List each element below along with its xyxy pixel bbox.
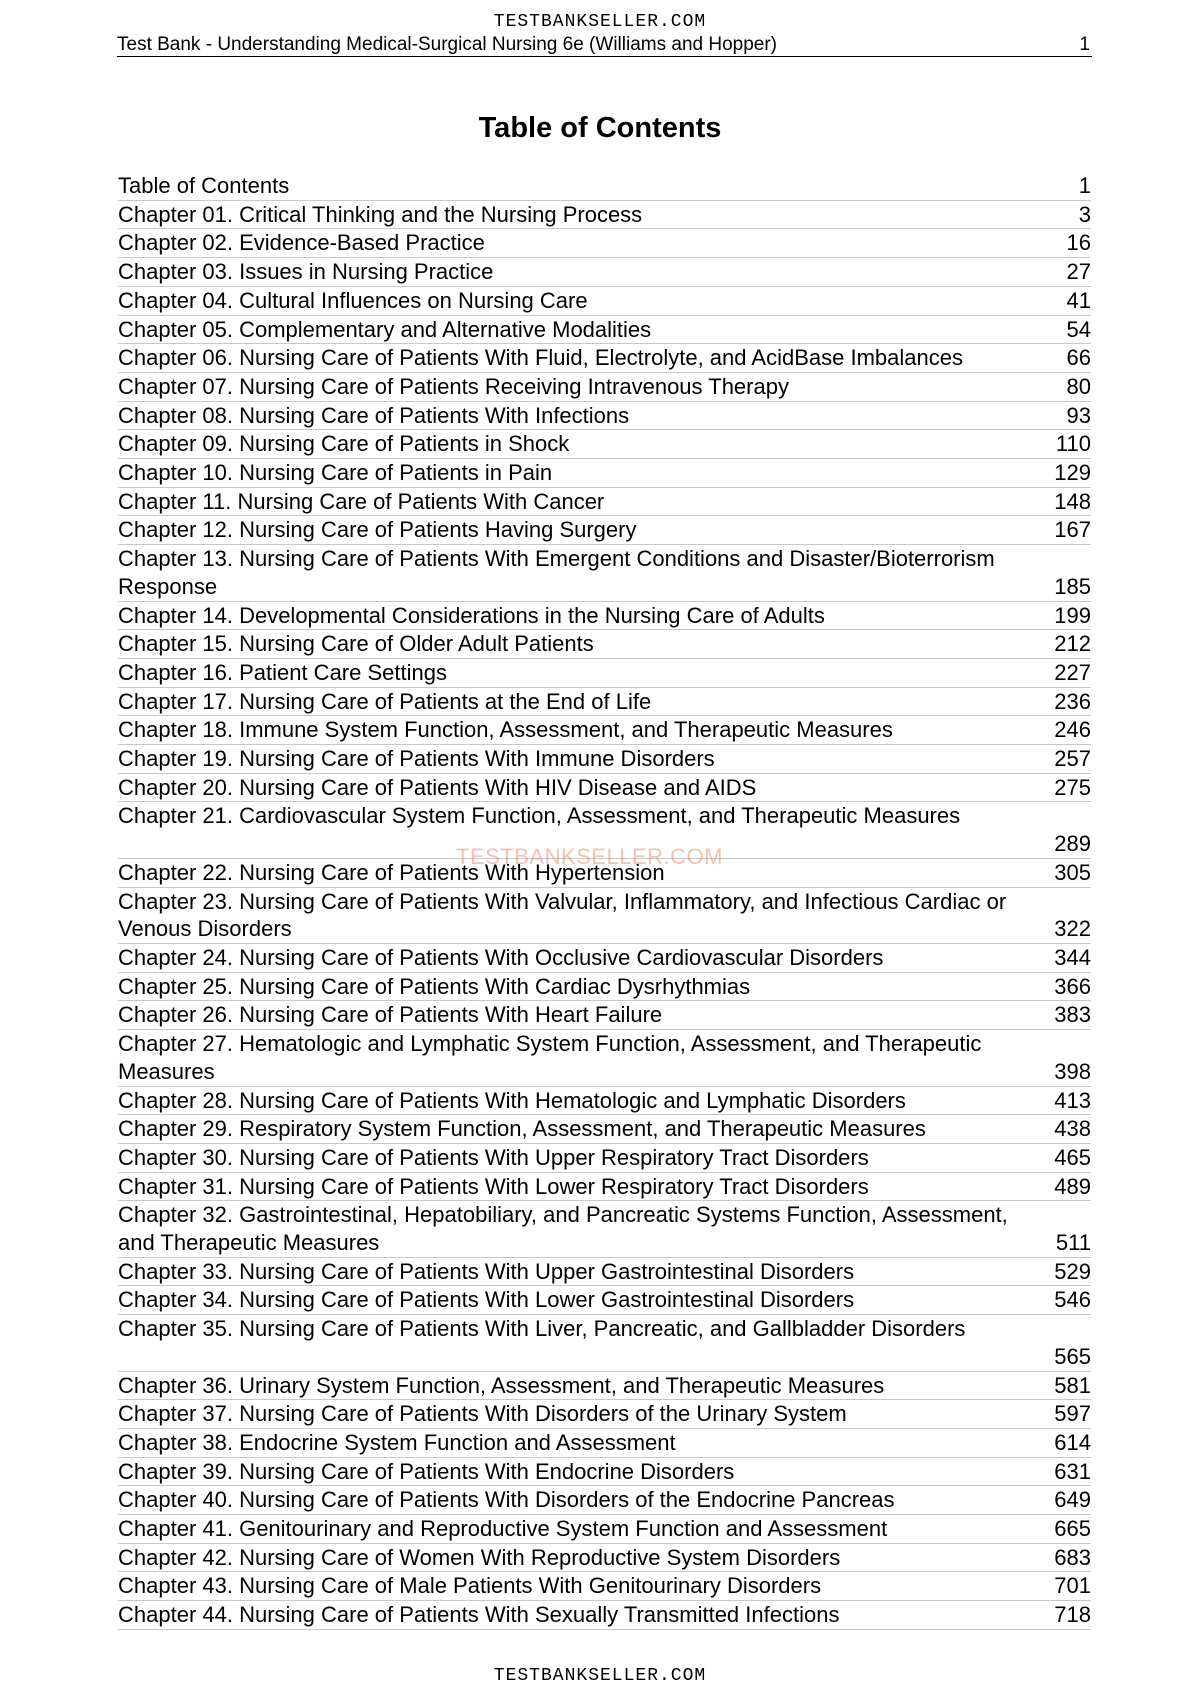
toc-entry[interactable]	[118, 1087, 1091, 1116]
toc-entry-page-number: 366	[1054, 973, 1091, 999]
toc-entry-label: Chapter 16. Patient Care Settings	[118, 659, 447, 685]
toc-entry-label: Chapter 37. Nursing Care of Patients With Disorders of the Urinary System	[118, 1401, 847, 1427]
toc-entry[interactable]	[118, 1286, 1091, 1315]
toc-entry-page-number: 581	[1054, 1372, 1091, 1398]
toc-entry-label: Chapter 02. Evidence-Based Practice	[118, 230, 485, 256]
running-header	[117, 34, 1092, 57]
watermark-top: TESTBANKSELLER.COM	[493, 12, 707, 32]
toc-entry[interactable]	[118, 944, 1091, 973]
toc-entry[interactable]	[118, 1201, 1091, 1257]
toc-entry-page-number: 489	[1054, 1173, 1091, 1199]
toc-entry-label: Chapter 03. Issues in Nursing Practice	[118, 259, 494, 285]
toc-entry-page-number: 199	[1054, 602, 1091, 628]
toc-entry-page-number: 465	[1054, 1144, 1091, 1170]
toc-entry[interactable]	[118, 488, 1091, 517]
toc-entry-label: Chapter 15. Nursing Care of Older Adult Patients	[118, 631, 594, 657]
toc-entry[interactable]	[118, 1544, 1091, 1573]
toc-entry-page-number: 227	[1054, 659, 1091, 685]
toc-entry[interactable]	[118, 602, 1091, 631]
toc-entry[interactable]	[118, 1458, 1091, 1487]
toc-entry-label: Chapter 30. Nursing Care of Patients With Upper Respiratory Tract Disorders	[118, 1144, 869, 1170]
toc-entry-label: Chapter 26. Nursing Care of Patients With Heart Failure	[118, 1002, 663, 1028]
toc-entry-page-number: 322	[1054, 916, 1091, 942]
toc-entry[interactable]	[118, 716, 1091, 745]
toc-entry-label: Chapter 06. Nursing Care of Patients With Fluid, Electrolyte, and AcidBase Imbalances	[118, 345, 963, 371]
toc-entry-page-number: 546	[1054, 1287, 1091, 1313]
toc-entry-label: Chapter 08. Nursing Care of Patients With Infections	[118, 402, 630, 428]
toc-entry-label: Chapter 25. Nursing Care of Patients With Cardiac Dysrhythmias	[118, 973, 751, 999]
toc-entry[interactable]	[118, 1030, 1091, 1086]
running-header-title: Test Bank - Understanding Medical-Surgical Nursing 6e (Williams and Hopper)	[117, 34, 777, 55]
toc-entry-page-number: 275	[1054, 774, 1091, 800]
toc-entry-page-number: 383	[1054, 1002, 1091, 1028]
toc-entry[interactable]	[118, 1144, 1091, 1173]
toc-entry-page-number: 212	[1054, 631, 1091, 657]
toc-entry[interactable]	[118, 1429, 1091, 1458]
toc-entry-page-number: 246	[1054, 717, 1091, 743]
toc-entry-label: Chapter 10. Nursing Care of Patients in Pain	[118, 460, 553, 486]
toc-entry[interactable]	[118, 1486, 1091, 1515]
toc-entry-label: Chapter 24. Nursing Care of Patients With Occlusive Cardiovascular Disorders	[118, 944, 884, 970]
toc-entry-page-number: 16	[1066, 230, 1091, 256]
toc-entry-label: Chapter 33. Nursing Care of Patients With Upper Gastrointestinal Disorders	[118, 1258, 855, 1284]
toc-entry-page-number: 66	[1066, 345, 1091, 371]
toc-entry-page-number: 683	[1054, 1544, 1091, 1570]
toc-entry-label: Chapter 29. Respiratory System Function, Assessment, and Therapeutic Measures	[118, 1116, 926, 1142]
toc-entry-label: Chapter 07. Nursing Care of Patients Receiving Intravenous Therapy	[118, 373, 789, 399]
toc-entry[interactable]	[118, 1315, 1091, 1371]
toc-entry[interactable]	[118, 1572, 1091, 1601]
page-title: Table of Contents	[478, 112, 722, 144]
toc-entry[interactable]	[118, 258, 1091, 287]
toc-entry[interactable]	[118, 630, 1091, 659]
toc-entry[interactable]	[118, 373, 1091, 402]
toc-entry-page-number: 3	[1078, 201, 1091, 227]
toc-entry-label-continued: Measures	[118, 1058, 215, 1084]
toc-entry[interactable]	[118, 459, 1091, 488]
watermark-mid: TESTBANKSELLER.COM	[456, 844, 723, 869]
toc-entry[interactable]	[118, 287, 1091, 316]
toc-entry-label: Chapter 17. Nursing Care of Patients at the End of Life	[118, 688, 652, 714]
toc-entry-label: Chapter 21. Cardiovascular System Function, Assessment, and Therapeutic Measures	[118, 803, 961, 829]
toc-entry-page-number: 614	[1054, 1429, 1091, 1455]
toc-entry[interactable]	[118, 1601, 1091, 1630]
toc-entry[interactable]	[118, 1001, 1091, 1030]
toc-entry-label: Chapter 19. Nursing Care of Patients With Immune Disorders	[118, 746, 715, 772]
toc-entry-page-number: 413	[1054, 1087, 1091, 1113]
toc-entry-label: Chapter 28. Nursing Care of Patients With Hematologic and Lymphatic Disorders	[118, 1087, 906, 1113]
toc-entry-label-continued: Venous Disorders	[118, 916, 292, 942]
toc-entry-page-number: 1	[1078, 173, 1091, 198]
toc-entry-label: Chapter 04. Cultural Influences on Nursing Care	[118, 287, 588, 313]
toc-entry-label: Chapter 41. Genitourinary and Reproductive System Function and Assessment	[118, 1516, 888, 1542]
toc-entry-label: Chapter 01. Critical Thinking and the Nursing Process	[118, 201, 643, 227]
toc-entry-label: Chapter 22. Nursing Care of Patients With Hypertension	[118, 859, 665, 885]
toc-entry-label: Chapter 35. Nursing Care of Patients With Liver, Pancreatic, and Gallbladder Disorders	[118, 1316, 966, 1342]
toc-entry[interactable]	[118, 1173, 1091, 1202]
toc-entry-page-number: 148	[1054, 488, 1091, 514]
toc-entry-label: Chapter 12. Nursing Care of Patients Having Surgery	[118, 517, 637, 543]
toc-entry-label: Chapter 39. Nursing Care of Patients With Endocrine Disorders	[118, 1458, 735, 1484]
toc-entry-page-number: 665	[1054, 1516, 1091, 1542]
toc-entry-page-number: 718	[1054, 1602, 1091, 1628]
toc-entry-page-number: 597	[1054, 1401, 1091, 1427]
toc-entry-page-number: 129	[1054, 460, 1091, 486]
toc-entry-page-number: 344	[1054, 944, 1091, 970]
toc-entry-page-number: 110	[1055, 431, 1091, 457]
toc-entry-label: Chapter 27. Hematologic and Lymphatic System Function, Assessment, and Therapeutic	[118, 1031, 982, 1057]
toc-entry[interactable]	[118, 172, 1091, 201]
toc-entry-label: Chapter 32. Gastrointestinal, Hepatobiliary, and Pancreatic Systems Function, Assessment,	[118, 1202, 1008, 1228]
toc-entry[interactable]	[118, 888, 1091, 944]
toc-entry-label: Chapter 34. Nursing Care of Patients With Lower Gastrointestinal Disorders	[118, 1287, 855, 1313]
toc-entry-label: Chapter 31. Nursing Care of Patients With Lower Respiratory Tract Disorders	[118, 1173, 869, 1199]
toc-entry[interactable]	[118, 316, 1091, 345]
toc-entry[interactable]	[118, 774, 1091, 803]
toc-entry[interactable]	[118, 516, 1091, 545]
toc-entry-page-number: 257	[1054, 746, 1091, 772]
toc-entry-page-number: 438	[1054, 1116, 1091, 1142]
toc-entry-label: Table of Contents	[118, 173, 290, 198]
toc-entry[interactable]	[118, 1372, 1091, 1401]
toc-entry-label: Chapter 36. Urinary System Function, Assessment, and Therapeutic Measures	[118, 1372, 885, 1398]
toc-entry-label: Chapter 13. Nursing Care of Patients With Emergent Conditions and Disaster/Bioterrorism	[118, 546, 995, 572]
toc-entry[interactable]	[118, 688, 1091, 717]
toc-entry-label: Chapter 40. Nursing Care of Patients With Disorders of the Endocrine Pancreas	[118, 1487, 895, 1513]
toc-entry-label: Chapter 20. Nursing Care of Patients With HIV Disease and AIDS	[118, 774, 757, 800]
toc-entry-page-number: 701	[1054, 1573, 1091, 1599]
watermark-bottom: TESTBANKSELLER.COM	[493, 1666, 707, 1686]
toc-entry-page-number: 167	[1054, 517, 1091, 543]
toc-entry-page-number: 54	[1066, 316, 1091, 342]
toc-entry-label: Chapter 44. Nursing Care of Patients With Sexually Transmitted Infections	[118, 1602, 840, 1628]
toc-entry-page-number: 289	[1054, 831, 1091, 857]
toc-entry[interactable]	[118, 745, 1091, 774]
toc-entry[interactable]	[118, 1115, 1091, 1144]
toc-entry-page-number: 565	[1054, 1343, 1091, 1369]
toc-entry-page-number: 236	[1054, 688, 1091, 714]
toc-entry[interactable]	[118, 1400, 1091, 1429]
toc-entry-page-number: 93	[1066, 402, 1091, 428]
toc-entry[interactable]	[118, 1515, 1091, 1544]
toc-entry-label: Chapter 43. Nursing Care of Male Patients With Genitourinary Disorders	[118, 1573, 822, 1599]
toc-entry-label: Chapter 05. Complementary and Alternative Modalities	[118, 316, 652, 342]
toc-entry[interactable]	[118, 402, 1091, 431]
toc-entry[interactable]	[118, 659, 1091, 688]
toc-entry-page-number: 185	[1054, 573, 1091, 599]
toc-entry[interactable]	[118, 1258, 1091, 1287]
toc-entry[interactable]	[118, 344, 1091, 373]
toc-entry-label: Chapter 18. Immune System Function, Assessment, and Therapeutic Measures	[118, 717, 893, 743]
toc-entry-label: Chapter 42. Nursing Care of Women With Reproductive System Disorders	[118, 1544, 841, 1570]
toc-entry-label: Chapter 14. Developmental Considerations in the Nursing Care of Adults	[118, 602, 825, 628]
toc-entry-page-number: 305	[1054, 859, 1091, 885]
toc-entry[interactable]	[118, 430, 1091, 459]
toc-entry[interactable]	[118, 229, 1091, 258]
toc-entry-label: Chapter 11. Nursing Care of Patients With Cancer	[118, 488, 605, 514]
toc-entry-page-number: 80	[1066, 373, 1091, 399]
toc-entry-label: Chapter 23. Nursing Care of Patients With Valvular, Inflammatory, and Infectious Cardiac or	[118, 888, 1007, 914]
toc-entry-label-continued: Response	[118, 573, 218, 599]
toc-entry-page-number: 27	[1066, 259, 1091, 285]
toc-entry-label: Chapter 38. Endocrine System Function and Assessment	[118, 1429, 676, 1455]
toc-entry[interactable]	[118, 545, 1091, 601]
toc-entry[interactable]	[118, 201, 1091, 230]
toc-entry-page-number: 398	[1054, 1058, 1091, 1084]
toc-entry-page-number: 631	[1054, 1458, 1091, 1484]
toc-entry-page-number: 529	[1054, 1258, 1091, 1284]
toc-entry-label-continued: and Therapeutic Measures	[118, 1230, 380, 1256]
toc-entry-label: Chapter 09. Nursing Care of Patients in Shock	[118, 431, 570, 457]
toc-list	[118, 172, 1091, 1630]
running-header-page-number: 1	[1079, 34, 1090, 55]
toc-entry-page-number: 649	[1054, 1487, 1091, 1513]
toc-entry[interactable]	[118, 973, 1091, 1002]
toc-entry-page-number: 41	[1066, 287, 1091, 313]
toc-entry-page-number: 511	[1055, 1230, 1091, 1256]
